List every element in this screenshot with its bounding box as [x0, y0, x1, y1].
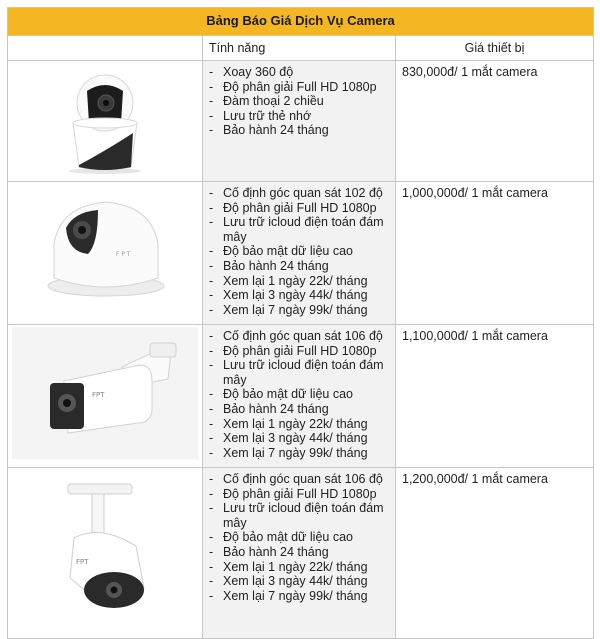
product-image-cell [8, 325, 203, 468]
fpt-logo: FPT [92, 391, 105, 399]
list-item: - Bảo hành 24 tháng [209, 545, 391, 560]
list-item: - Cố định góc quan sát 106 độ [209, 472, 391, 487]
product-price: 1,100,000đ/ 1 mắt camera [396, 325, 594, 468]
table-title: Bảng Báo Giá Dịch Vụ Camera [8, 8, 594, 36]
list-item: - Bảo hành 24 tháng [209, 402, 391, 417]
list-item: - Lưu trữ icloud điện toán đám mây [209, 501, 391, 530]
product-image-cell [8, 61, 203, 182]
indoor-pan-tilt-camera-icon [45, 61, 165, 177]
list-item: - Lưu trữ icloud điện toán đám mây [209, 358, 391, 387]
feature-list [209, 329, 391, 460]
list-item: - Cố định góc quan sát 102 độ [209, 186, 391, 201]
list-item: - Xem lại 1 ngày 22k/ tháng [209, 274, 391, 289]
list-item: - Độ bảo mật dữ liệu cao [209, 530, 391, 545]
feature-list [209, 472, 391, 603]
product-price: 830,000đ/ 1 mắt camera [396, 61, 594, 182]
product-image-cell [8, 468, 203, 639]
list-item: - Xem lại 3 ngày 44k/ tháng [209, 288, 391, 303]
list-item: - Độ bảo mật dữ liệu cao [209, 244, 391, 259]
product-features-cell [203, 468, 396, 639]
list-item: - Xem lại 3 ngày 44k/ tháng [209, 574, 391, 589]
list-item: - Độ phân giải Full HD 1080p [209, 487, 391, 502]
list-item: - Xem lại 7 ngày 99k/ tháng [209, 589, 391, 604]
list-item: - Xem lại 1 ngày 22k/ tháng [209, 560, 391, 575]
bullet-camera-icon [10, 325, 200, 461]
list-item: - Độ phân giải Full HD 1080p [209, 80, 391, 95]
list-item: - Xem lại 7 ngày 99k/ tháng [209, 303, 391, 318]
list-item: - Độ phân giải Full HD 1080p [209, 344, 391, 359]
fpt-logo: FPT [76, 558, 89, 566]
header-empty-cell [8, 36, 203, 61]
product-image-cell [8, 182, 203, 325]
list-item: - Cố định góc quan sát 106 độ [209, 329, 391, 344]
list-item: - Xem lại 7 ngày 99k/ tháng [209, 446, 391, 461]
list-item: - Lưu trữ icloud điện toán đám mây [209, 215, 391, 244]
feature-list [209, 65, 391, 138]
list-item: - Xem lại 1 ngày 22k/ tháng [209, 417, 391, 432]
list-item: - Xoay 360 độ [209, 65, 391, 80]
dome-camera-icon [40, 182, 170, 318]
product-features-cell [203, 325, 396, 468]
header-row [8, 36, 594, 61]
price-table [7, 7, 594, 639]
list-item: - Độ bảo mật dữ liệu cao [209, 387, 391, 402]
table-row [8, 468, 594, 639]
outdoor-wall-mount-camera-icon [40, 468, 170, 632]
product-price: 1,200,000đ/ 1 mắt camera [396, 468, 594, 639]
table-row [8, 325, 594, 468]
list-item: - Bảo hành 24 tháng [209, 123, 391, 138]
list-item: - Lưu trữ thẻ nhớ [209, 109, 391, 124]
list-item: - Bảo hành 24 tháng [209, 259, 391, 274]
list-item: - Xem lại 3 ngày 44k/ tháng [209, 431, 391, 446]
feature-list [209, 186, 391, 317]
product-features-cell [203, 182, 396, 325]
header-price: Giá thiết bị [396, 36, 594, 61]
table-row [8, 61, 594, 182]
product-features-cell [203, 61, 396, 182]
list-item: - Độ phân giải Full HD 1080p [209, 201, 391, 216]
title-row [8, 8, 594, 36]
list-item: - Đàm thoại 2 chiều [209, 94, 391, 109]
product-price: 1,000,000đ/ 1 mắt camera [396, 182, 594, 325]
fpt-logo: F P T [116, 251, 131, 258]
header-features: Tính năng [203, 36, 396, 61]
table-row [8, 182, 594, 325]
